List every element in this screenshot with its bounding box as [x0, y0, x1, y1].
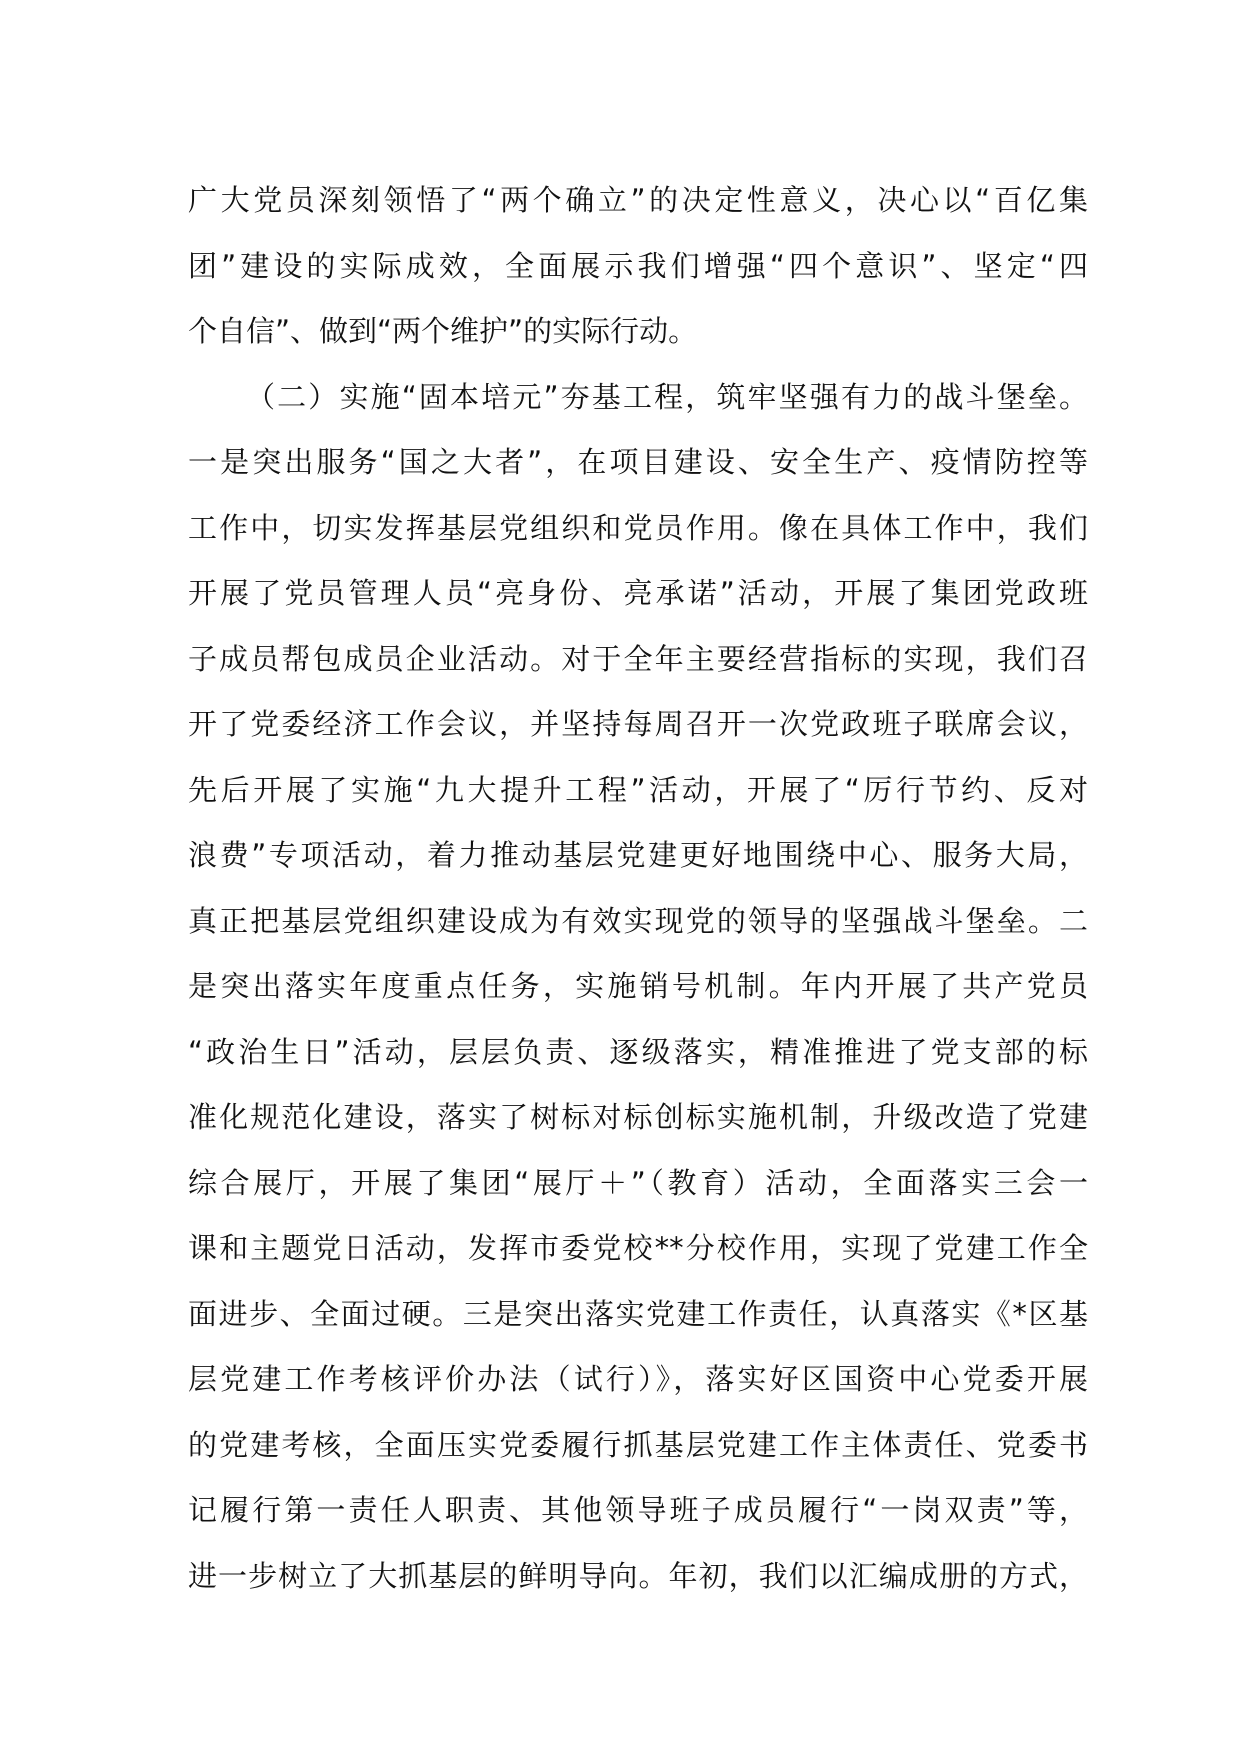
body-text [188, 168, 1088, 1609]
text-line: 一是突出服务“国之大者”，在项目建设、安全生产、疫情防控等 [188, 445, 1088, 479]
text-line: 先后开展了实施“九大提升工程”活动，开展了“厉行节约、反对 [188, 772, 1088, 807]
text-line: 广大党员深刻领悟了“两个确立”的决定性意义，决心以“百亿集 [188, 183, 1088, 217]
text-line: 层党建工作考核评价办法（试行）》，落实好区国资中心党委开展 [188, 1362, 1088, 1396]
text-line: 团”建设的实际成效，全面展示我们增强“四个意识”、坚定“四 [188, 248, 1088, 283]
text-line: 工作中，切实发挥基层党组织和党员作用。像在具体工作中，我们 [188, 510, 1088, 545]
text-line: 记履行第一责任人职责、其他领导班子成员履行“一岗双责”等， [188, 1493, 1088, 1527]
text-line: 综合展厅，开展了集团“展厅＋”（教育）活动，全面落实三会一 [188, 1165, 1088, 1200]
text-line: “政治生日”活动，层层负责、逐级落实，精准推进了党支部的标 [188, 1034, 1088, 1069]
text-line: 课和主题党日活动，发挥市委党校**分校作用，实现了党建工作全 [188, 1231, 1088, 1265]
text-line: 开展了党员管理人员“亮身份、亮承诺”活动，开展了集团党政班 [188, 576, 1088, 610]
text-line: 开了党委经济工作会议，并坚持每周召开一次党政班子联席会议， [188, 707, 1088, 741]
text-line: 进一步树立了大抓基层的鲜明导向。年初，我们以汇编成册的方式， [188, 1558, 1088, 1593]
text-line: 真正把基层党组织建设成为有效实现党的领导的坚强战斗堡垒。二 [188, 903, 1088, 938]
text-line: 准化规范化建设，落实了树标对标创标实施机制，升级改造了党建 [188, 1100, 1088, 1134]
section-heading-line: （二）实施“固本培元”夯基工程，筑牢坚强有力的战斗堡垒。 [246, 379, 1088, 414]
text-line: 的党建考核，全面压实党委履行抓基层党建工作主体责任、党委书 [188, 1427, 1088, 1462]
text-line: 子成员帮包成员企业活动。对于全年主要经营指标的实现，我们召 [188, 641, 1088, 676]
text-line: 面进步、全面过硬。三是突出落实党建工作责任，认真落实《*区基 [188, 1296, 1088, 1331]
text-line: 是突出落实年度重点任务，实施销号机制。年内开展了共产党员 [188, 969, 1088, 1003]
text-line: 个自信”、做到“两个维护”的实际行动。 [188, 314, 698, 348]
text-line: 浪费”专项活动，着力推动基层党建更好地围绕中心、服务大局， [188, 838, 1088, 872]
